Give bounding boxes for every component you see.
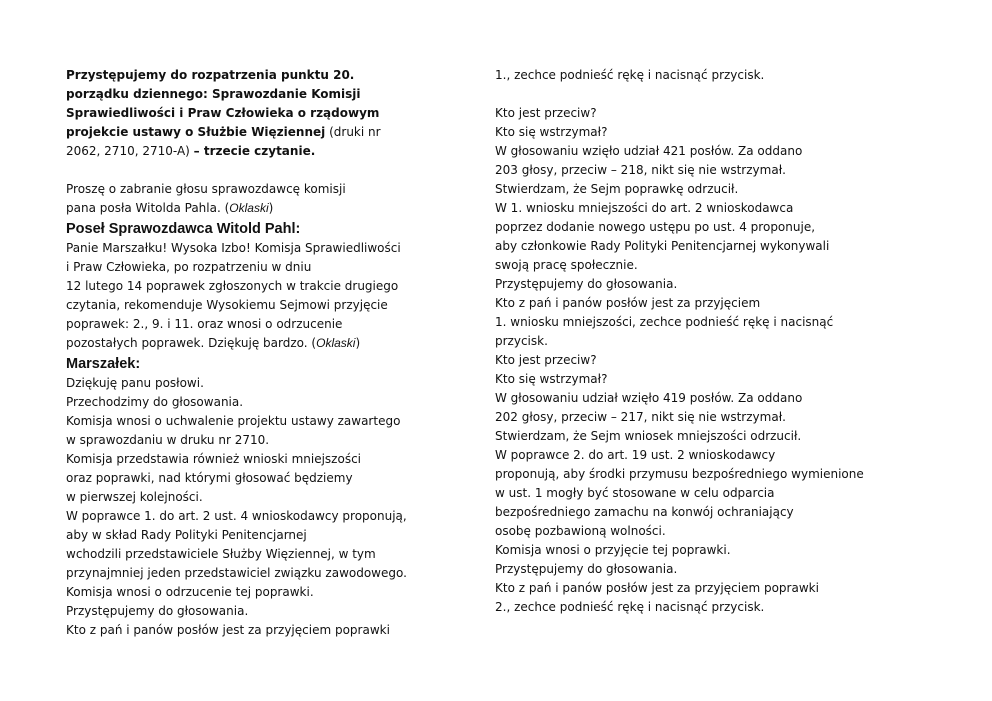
speech-line: 202 głosy, przeciw – 217, nikt się nie wstrzymał. (495, 410, 786, 424)
speech-line: Komisja wnosi o uchwalenie projektu ustawy zawartego (66, 414, 401, 428)
intro-line (66, 123, 441, 142)
speech-line: w pierwszej kolejności. (66, 490, 203, 504)
druki-ref: (druki nr (325, 125, 381, 139)
speech-line: wchodzili przedstawiciele Służby Więziennej, w tym (66, 547, 376, 561)
speech-line: i Praw Człowieka, po rozpatrzeniu w dniu (66, 260, 312, 274)
speech-line: Stwierdzam, że Sejm poprawkę odrzucił. (495, 182, 739, 196)
speech-line: Komisja wnosi o odrzucenie tej poprawki. (66, 585, 314, 599)
intro-line: Przystępujemy do rozpatrzenia punktu 20. (66, 68, 355, 82)
request-line (66, 199, 441, 218)
speech-line: 12 lutego 14 poprawek zgłoszonych w trakcie drugiego (66, 279, 399, 293)
left-column (66, 66, 441, 640)
right-column (495, 66, 890, 617)
speech-line: 1. wniosku mniejszości, zechce podnieść rękę i nacisnąć (495, 315, 834, 329)
intro-bold: projekcie ustawy o Służbie Więziennej (66, 125, 326, 139)
speech-line: czytania, rekomenduje Wysokiemu Sejmowi przyjęcie (66, 298, 388, 312)
speaker-heading: Poseł Sprawozdawca Witold Pahl: (66, 221, 301, 237)
speech-line: Kto się wstrzymał? (495, 125, 608, 139)
speech-line: Kto się wstrzymał? (495, 372, 608, 386)
speech-line: 203 głosy, przeciw – 218, nikt się nie wstrzymał. (495, 163, 786, 177)
speech-line: Przechodzimy do głosowania. (66, 395, 244, 409)
speech-line: w ust. 1 mogły być stosowane w celu odparcia (495, 486, 775, 500)
speech-line: Kto z pań i panów posłów jest za przyjęciem (495, 296, 761, 310)
intro-line: porządku dziennego: Sprawozdanie Komisji (66, 87, 361, 101)
speech-line: aby w skład Rady Polityki Penitencjarnej (66, 528, 307, 542)
speech-line: Komisja wnosi o przyjęcie tej poprawki. (495, 543, 731, 557)
speech-line: przycisk. (495, 334, 548, 348)
speech-line: bezpośredniego zamachu na konwój ochraniający (495, 505, 794, 519)
speech-line: W poprawce 1. do art. 2 ust. 4 wnioskodawcy proponują, (66, 509, 407, 523)
speech-line: swoją pracę społecznie. (495, 258, 638, 272)
speaker-heading: Marszałek: (66, 356, 141, 372)
speech-line: W głosowaniu udział wzięło 419 posłów. Za oddano (495, 391, 803, 405)
speech-line: 2., zechce podnieść rękę i nacisnąć przycisk. (495, 600, 765, 614)
reading-label: – trzecie czytanie. (193, 144, 316, 158)
applause-note: Oklaski (229, 201, 269, 215)
speech-line: Stwierdzam, że Sejm wniosek mniejszości odrzucił. (495, 429, 802, 443)
speech-line: poprzez dodanie nowego ustępu po ust. 4 proponuje, (495, 220, 816, 234)
druki-numbers: 2062, 2710, 2710-A) (66, 144, 194, 158)
speech-line: Kto z pań i panów posłów jest za przyjęciem poprawki (495, 581, 819, 595)
speech-line: proponują, aby środki przymusu bezpośredniego wymienione (495, 467, 864, 481)
speech-line: 1., zechce podnieść rękę i nacisnąć przycisk. (495, 68, 765, 82)
speech-text: pozostałych poprawek. Dziękuję bardzo. ( (66, 336, 317, 350)
paren-close: ) (355, 336, 361, 350)
intro-line: Sprawiedliwości i Praw Człowieka o rządowym (66, 106, 380, 120)
speech-line: W głosowaniu wzięło udział 421 posłów. Za oddano (495, 144, 803, 158)
speech-line: oraz poprawki, nad którymi głosować będziemy (66, 471, 353, 485)
speech-line: Przystępujemy do głosowania. (495, 562, 678, 576)
speech-line: Kto z pań i panów posłów jest za przyjęciem poprawki (66, 623, 390, 637)
speech-line (66, 334, 441, 353)
speech-line: Panie Marszałku! Wysoka Izbo! Komisja Sprawiedliwości (66, 241, 401, 255)
speech-line: w sprawozdaniu w druku nr 2710. (66, 433, 270, 447)
speech-line: przynajmniej jeden przedstawiciel związku zawodowego. (66, 566, 407, 580)
speech-line: W 1. wniosku mniejszości do art. 2 wnioskodawca (495, 201, 794, 215)
speech-line: Dziękuję panu posłowi. (66, 376, 204, 390)
request-text: pana posła Witolda Pahla. ( (66, 201, 230, 215)
speech-line: Przystępujemy do głosowania. (66, 604, 249, 618)
speech-line: Komisja przedstawia również wnioski mniejszości (66, 452, 361, 466)
paren-close: ) (268, 201, 274, 215)
speech-line: osobę pozbawioną wolności. (495, 524, 666, 538)
speech-line: aby członkowie Rady Polityki Penitencjarnej wykonywali (495, 239, 830, 253)
speech-line: W poprawce 2. do art. 19 ust. 2 wnioskodawcy (495, 448, 776, 462)
speech-line: Przystępujemy do głosowania. (495, 277, 678, 291)
intro-line (66, 142, 441, 161)
speech-line: Kto jest przeciw? (495, 353, 597, 367)
speech-line: poprawek: 2., 9. i 11. oraz wnosi o odrzucenie (66, 317, 343, 331)
request-line: Proszę o zabranie głosu sprawozdawcę komisji (66, 182, 346, 196)
speech-line: Kto jest przeciw? (495, 106, 597, 120)
applause-note: Oklaski (316, 336, 356, 350)
